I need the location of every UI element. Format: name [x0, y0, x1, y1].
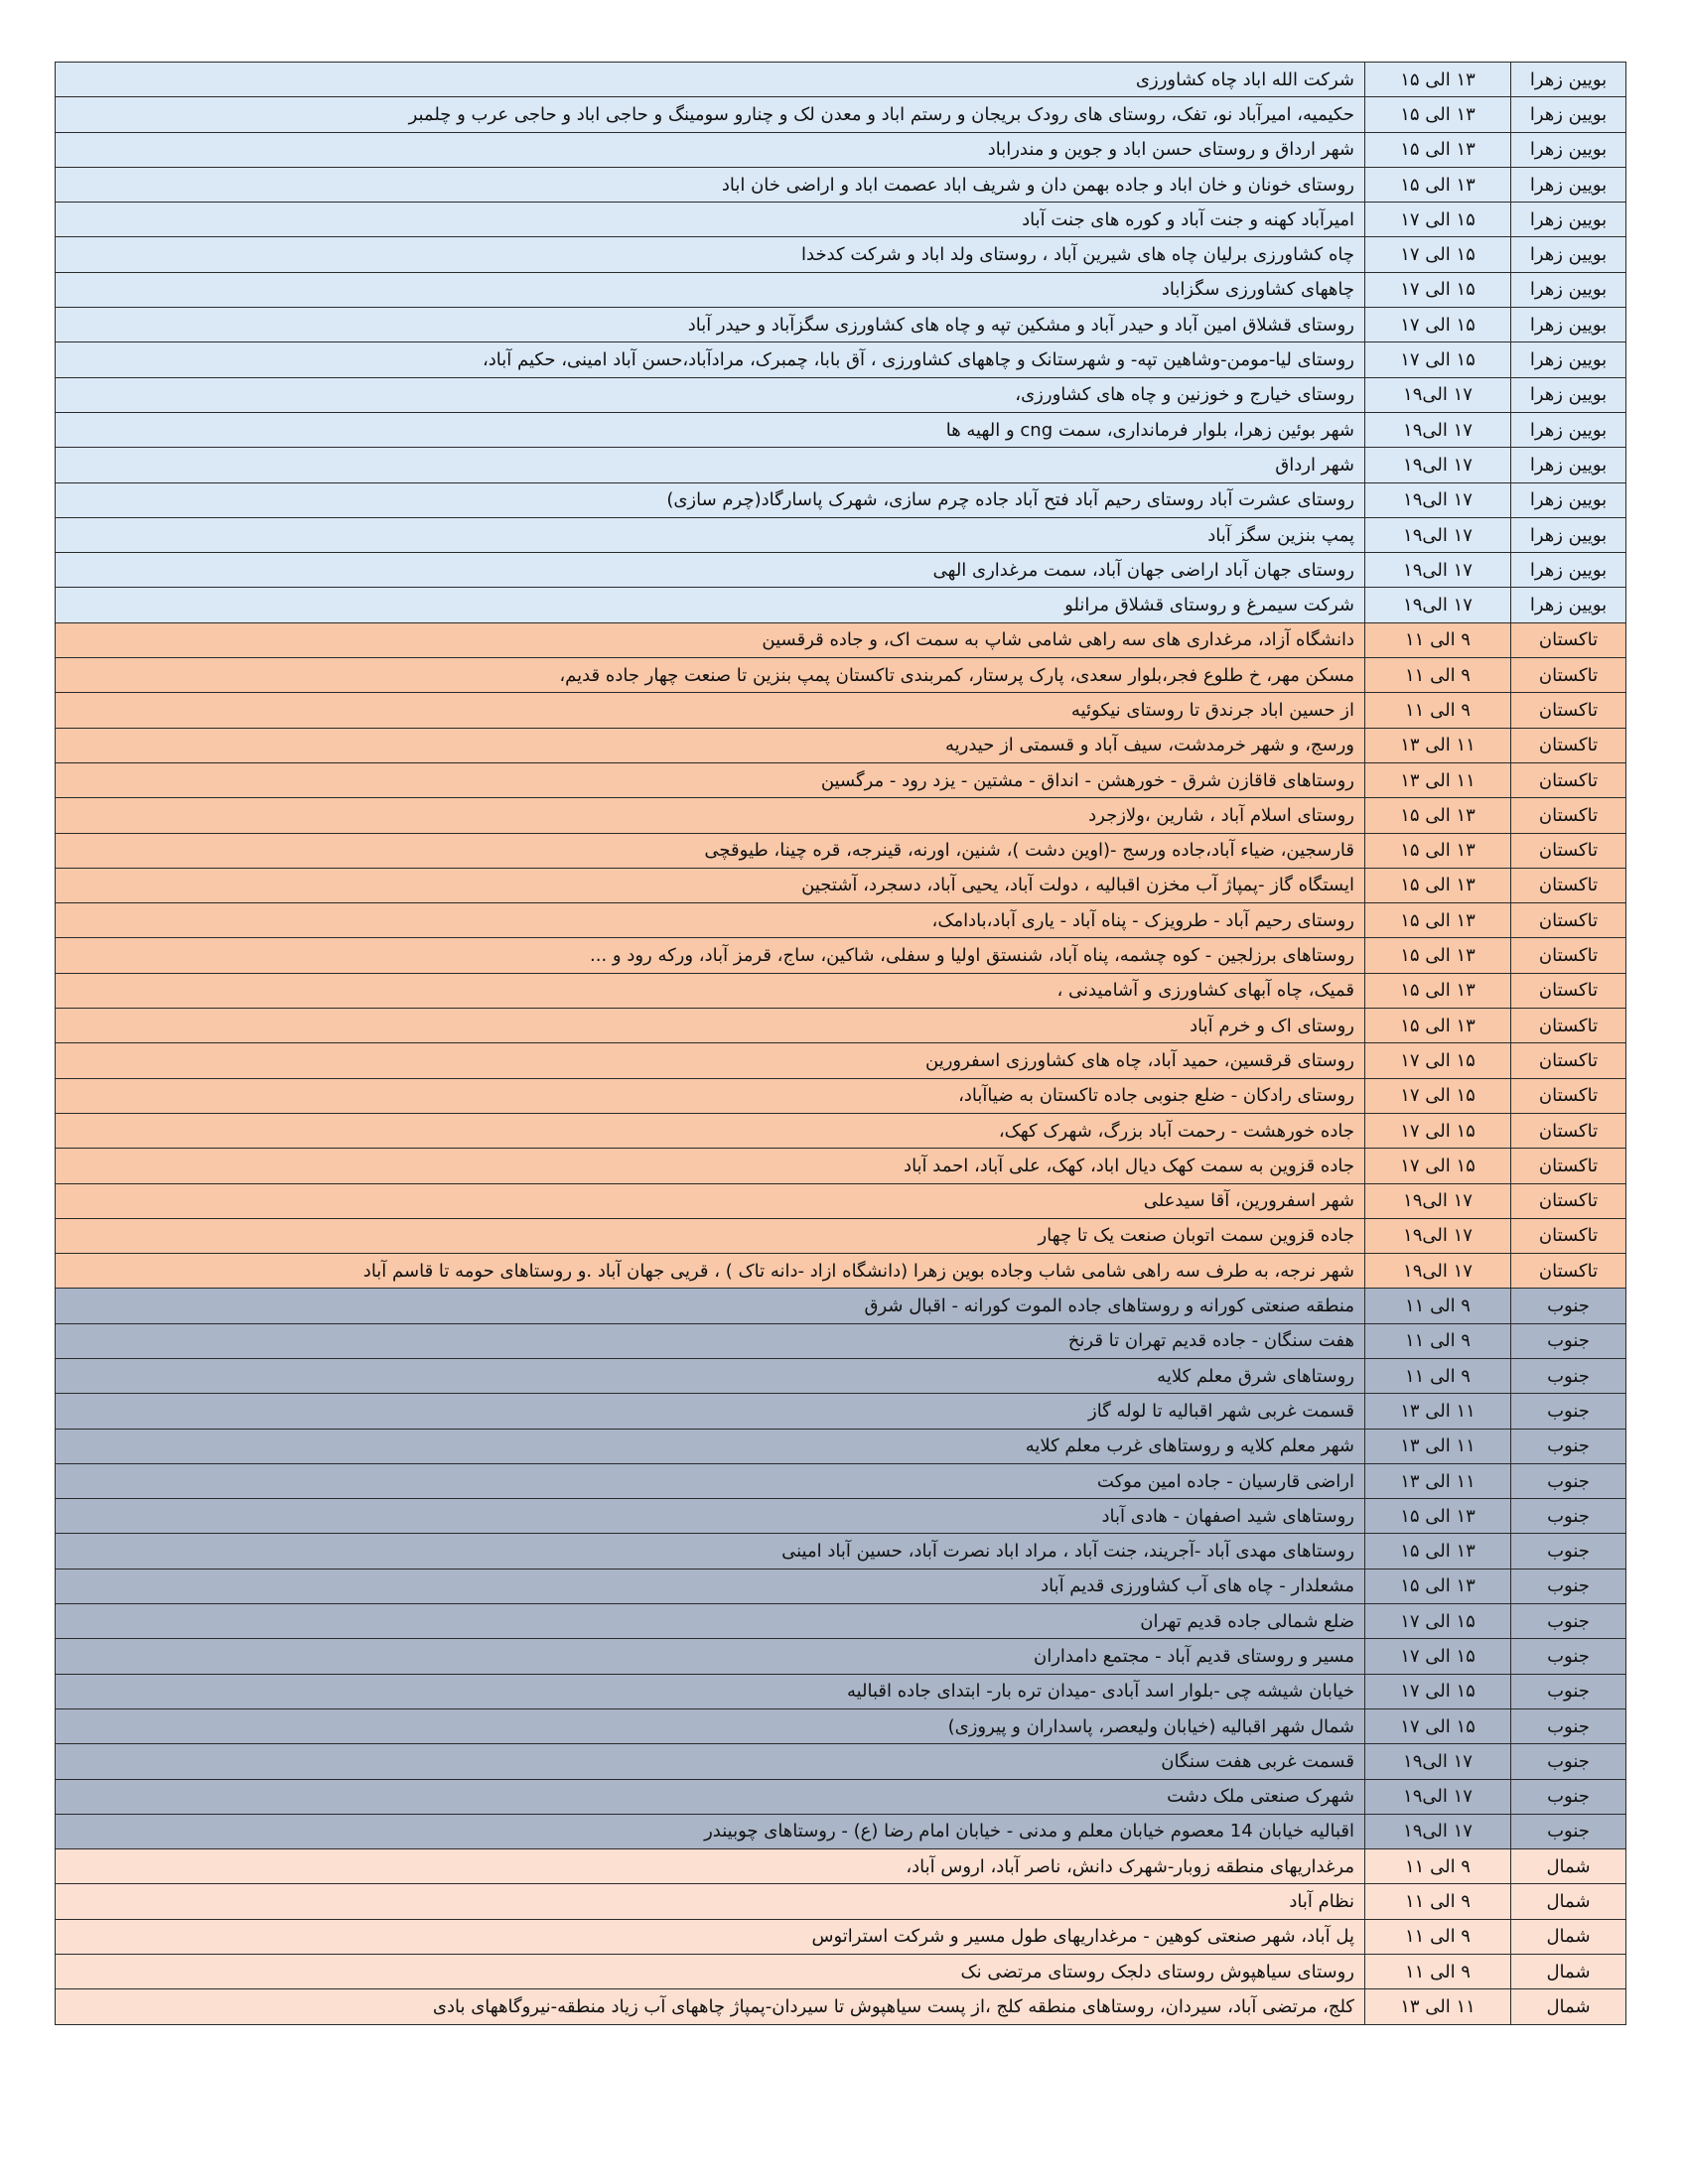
- schedule-row: [56, 1674, 1626, 1708]
- area-cell: منطقه صنعتی کورانه و روستاهای جاده الموت کورانه - اقبال شرق: [56, 1289, 1365, 1323]
- region-cell: جنوب: [1511, 1323, 1626, 1358]
- region-cell: بویین زهرا: [1511, 553, 1626, 588]
- time-cell: ۱۷ الی۱۹: [1365, 412, 1511, 447]
- schedule-row: [56, 588, 1626, 622]
- time-cell: ۱۵ الی ۱۷: [1365, 237, 1511, 272]
- schedule-row: [56, 1009, 1626, 1043]
- area-cell: اقبالیه خیابان 14 معصوم خیابان معلم و مدنی - خیابان امام رضا (ع) - روستاهای چوبیندر: [56, 1814, 1365, 1848]
- schedule-row: [56, 1534, 1626, 1569]
- time-cell: ۱۳ الی ۱۵: [1365, 132, 1511, 167]
- area-cell: مسکن مهر، خ طلوع فجر،بلوار سعدی، پارک پرستار، کمربندی تاکستان پمپ بنزین تا صنعت چهار جاده قدیم،: [56, 658, 1365, 693]
- region-cell: تاکستان: [1511, 1254, 1626, 1289]
- area-cell: روستای لیا-مومن-وشاهین تپه- و شهرستانک و چاههای کشاورزی ، آق بابا، چمبرک، مرادآباد،حسن آباد امینی، حکیم آباد،: [56, 342, 1365, 377]
- region-cell: تاکستان: [1511, 728, 1626, 762]
- region-cell: جنوب: [1511, 1429, 1626, 1463]
- area-cell: شهر نرجه، به طرف سه راهی شامی شاب وجاده بوین زهرا (دانشگاه ازاد -دانه تاک ) ، قریی جهان آباد .و روستاهای حومه تا قاسم آباد: [56, 1254, 1365, 1289]
- region-cell: تاکستان: [1511, 693, 1626, 728]
- time-cell: ۹ الی ۱۱: [1365, 1323, 1511, 1358]
- area-cell: شهر بوئین زهرا، بلوار فرمانداری، سمت cng و الهیه ها: [56, 412, 1365, 447]
- schedule-row: [56, 1289, 1626, 1323]
- area-cell: مسیر و روستای قدیم آباد - مجتمع دامداران: [56, 1639, 1365, 1674]
- time-cell: ۱۵ الی ۱۷: [1365, 203, 1511, 237]
- region-cell: تاکستان: [1511, 938, 1626, 973]
- region-cell: بویین زهرا: [1511, 342, 1626, 377]
- area-cell: قسمت غربی هفت سنگان: [56, 1744, 1365, 1779]
- region-cell: جنوب: [1511, 1639, 1626, 1674]
- region-cell: جنوب: [1511, 1499, 1626, 1534]
- area-cell: روستای عشرت آباد روستای رحیم آباد فتح آباد جاده چرم سازی، شهرک پاسارگاد(چرم سازی): [56, 482, 1365, 517]
- area-cell: دانشگاه آزاد، مرغداری های سه راهی شامی شاپ به سمت اک، و جاده قرقسین: [56, 622, 1365, 657]
- schedule-row: [56, 63, 1626, 97]
- time-cell: ۱۱ الی ۱۳: [1365, 1463, 1511, 1498]
- schedule-row: [56, 1639, 1626, 1674]
- time-cell: ۱۵ الی ۱۷: [1365, 342, 1511, 377]
- schedule-row: [56, 833, 1626, 868]
- area-cell: ورسج، و شهر خرمدشت، سیف آباد و قسمتی از حیدریه: [56, 728, 1365, 762]
- area-cell: روستای اک و خرم آباد: [56, 1009, 1365, 1043]
- time-cell: ۱۳ الی ۱۵: [1365, 868, 1511, 902]
- region-cell: بویین زهرا: [1511, 308, 1626, 342]
- time-cell: ۱۱ الی ۱۳: [1365, 1429, 1511, 1463]
- region-cell: شمال: [1511, 1884, 1626, 1919]
- time-cell: ۱۷ الی۱۹: [1365, 482, 1511, 517]
- area-cell: خیابان شیشه چی -بلوار اسد آبادی -میدان تره بار- ابتدای جاده اقبالیه: [56, 1674, 1365, 1708]
- time-cell: ۱۱ الی ۱۳: [1365, 1394, 1511, 1429]
- schedule-row: [56, 1463, 1626, 1498]
- time-cell: ۱۱ الی ۱۳: [1365, 728, 1511, 762]
- schedule-row: [56, 1323, 1626, 1358]
- schedule-row: [56, 1499, 1626, 1534]
- time-cell: ۱۳ الی ۱۵: [1365, 63, 1511, 97]
- schedule-row: [56, 1884, 1626, 1919]
- area-cell: شهر اسفرورین، آقا سیدعلی: [56, 1183, 1365, 1218]
- region-cell: تاکستان: [1511, 658, 1626, 693]
- schedule-row: [56, 272, 1626, 307]
- schedule-row: [56, 482, 1626, 517]
- area-cell: کلج، مرتضی آباد، سیردان، روستاهای منطقه کلج ،از پست سیاهپوش تا سیردان-پمپاژ چاههای آب زیاد منطقه-نیروگاههای بادی: [56, 1989, 1365, 2024]
- region-cell: شمال: [1511, 1989, 1626, 2024]
- schedule-row: [56, 377, 1626, 412]
- region-cell: جنوب: [1511, 1604, 1626, 1639]
- region-cell: بویین زهرا: [1511, 237, 1626, 272]
- time-cell: ۱۵ الی ۱۷: [1365, 1078, 1511, 1113]
- time-cell: ۱۳ الی ۱۵: [1365, 938, 1511, 973]
- area-cell: روستاهای شید اصفهان - هادی آباد: [56, 1499, 1365, 1534]
- schedule-row: [56, 1955, 1626, 1989]
- area-cell: از حسین اباد جرندق تا روستای نیکوئیه: [56, 693, 1365, 728]
- schedule-row: [56, 1394, 1626, 1429]
- schedule-row: [56, 203, 1626, 237]
- schedule-row: [56, 903, 1626, 938]
- region-cell: تاکستان: [1511, 798, 1626, 833]
- region-cell: تاکستان: [1511, 1009, 1626, 1043]
- schedule-row: [56, 167, 1626, 202]
- schedule-row: [56, 1078, 1626, 1113]
- region-cell: جنوب: [1511, 1814, 1626, 1848]
- area-cell: مشعلدار - چاه های آب کشاورزی قدیم آباد: [56, 1569, 1365, 1603]
- schedule-row: [56, 1604, 1626, 1639]
- schedule-row: [56, 658, 1626, 693]
- area-cell: روستای رادکان - ضلع جنوبی جاده تاکستان به ضیاآباد،: [56, 1078, 1365, 1113]
- schedule-row: [56, 1218, 1626, 1253]
- time-cell: ۱۵ الی ۱۷: [1365, 1149, 1511, 1183]
- time-cell: ۱۵ الی ۱۷: [1365, 1639, 1511, 1674]
- schedule-row: [56, 1183, 1626, 1218]
- region-cell: بویین زهرا: [1511, 132, 1626, 167]
- region-cell: تاکستان: [1511, 973, 1626, 1008]
- area-cell: ایستگاه گاز -پمپاژ آب مخزن اقبالیه ، دولت آباد، یحیی آباد، دسجرد، آشتجین: [56, 868, 1365, 902]
- time-cell: ۱۳ الی ۱۵: [1365, 97, 1511, 132]
- time-cell: ۹ الی ۱۱: [1365, 622, 1511, 657]
- schedule-row: [56, 1254, 1626, 1289]
- time-cell: ۱۳ الی ۱۵: [1365, 1499, 1511, 1534]
- region-cell: بویین زهرا: [1511, 203, 1626, 237]
- time-cell: ۱۷ الی۱۹: [1365, 448, 1511, 482]
- area-cell: قسمت غربی شهر اقبالیه تا لوله گاز: [56, 1394, 1365, 1429]
- area-cell: روستای سیاهپوش روستای دلجک روستای مرتضی نک: [56, 1955, 1365, 1989]
- region-cell: جنوب: [1511, 1358, 1626, 1393]
- area-cell: روستای جهان آباد اراضی جهان آباد، سمت مرغداری الهی: [56, 553, 1365, 588]
- schedule-row: [56, 1989, 1626, 2024]
- schedule-row: [56, 1779, 1626, 1814]
- time-cell: ۱۳ الی ۱۵: [1365, 833, 1511, 868]
- time-cell: ۱۷ الی۱۹: [1365, 1183, 1511, 1218]
- schedule-row: [56, 237, 1626, 272]
- area-cell: روستاهای مهدی آباد -آجریند، جنت آباد ، مراد اباد نصرت آباد، حسین آباد امینی: [56, 1534, 1365, 1569]
- schedule-row: [56, 1814, 1626, 1848]
- area-cell: روستای خیارج و خوزنین و چاه های کشاورزی،: [56, 377, 1365, 412]
- region-cell: جنوب: [1511, 1463, 1626, 1498]
- time-cell: ۹ الی ۱۱: [1365, 1289, 1511, 1323]
- schedule-row: [56, 517, 1626, 552]
- time-cell: ۹ الی ۱۱: [1365, 1884, 1511, 1919]
- region-cell: جنوب: [1511, 1779, 1626, 1814]
- area-cell: هفت سنگان - جاده قدیم تهران تا قرنخ: [56, 1323, 1365, 1358]
- time-cell: ۱۱ الی ۱۳: [1365, 762, 1511, 797]
- time-cell: ۹ الی ۱۱: [1365, 658, 1511, 693]
- region-cell: تاکستان: [1511, 1183, 1626, 1218]
- area-cell: روستای قرقسین، حمید آباد، چاه های کشاورزی اسفرورین: [56, 1043, 1365, 1078]
- area-cell: پل آباد، شهر صنعتی کوهین - مرغداریهای طول مسیر و شرکت استراتوس: [56, 1919, 1365, 1954]
- schedule-row: [56, 308, 1626, 342]
- time-cell: ۱۷ الی۱۹: [1365, 377, 1511, 412]
- region-cell: بویین زهرا: [1511, 97, 1626, 132]
- region-cell: جنوب: [1511, 1744, 1626, 1779]
- schedule-row: [56, 1569, 1626, 1603]
- area-cell: شهر معلم کلایه و روستاهای غرب معلم کلایه: [56, 1429, 1365, 1463]
- region-cell: جنوب: [1511, 1534, 1626, 1569]
- area-cell: امیرآباد کهنه و جنت آباد و کوره های جنت آباد: [56, 203, 1365, 237]
- region-cell: جنوب: [1511, 1674, 1626, 1708]
- region-cell: تاکستان: [1511, 1113, 1626, 1148]
- time-cell: ۹ الی ۱۱: [1365, 1358, 1511, 1393]
- schedule-row: [56, 1849, 1626, 1884]
- region-cell: شمال: [1511, 1849, 1626, 1884]
- schedule-row: [56, 1708, 1626, 1743]
- time-cell: ۱۳ الی ۱۵: [1365, 798, 1511, 833]
- area-cell: اراضی قارسیان - جاده امین موکت: [56, 1463, 1365, 1498]
- area-cell: شرکت الله اباد چاه کشاورزی: [56, 63, 1365, 97]
- region-cell: جنوب: [1511, 1289, 1626, 1323]
- time-cell: ۱۳ الی ۱۵: [1365, 167, 1511, 202]
- outage-schedule-table: [55, 62, 1626, 2025]
- time-cell: ۹ الی ۱۱: [1365, 693, 1511, 728]
- time-cell: ۱۷ الی۱۹: [1365, 1254, 1511, 1289]
- time-cell: ۱۷ الی۱۹: [1365, 1218, 1511, 1253]
- schedule-row: [56, 448, 1626, 482]
- area-cell: شهر ارداق: [56, 448, 1365, 482]
- region-cell: جنوب: [1511, 1708, 1626, 1743]
- schedule-row: [56, 1149, 1626, 1183]
- time-cell: ۱۵ الی ۱۷: [1365, 1708, 1511, 1743]
- region-cell: بویین زهرا: [1511, 377, 1626, 412]
- area-cell: روستای رحیم آباد - طرویزک - پناه آباد - یاری آباد،بادامک،: [56, 903, 1365, 938]
- region-cell: بویین زهرا: [1511, 63, 1626, 97]
- time-cell: ۹ الی ۱۱: [1365, 1919, 1511, 1954]
- schedule-row: [56, 1113, 1626, 1148]
- time-cell: ۹ الی ۱۱: [1365, 1849, 1511, 1884]
- schedule-body: [56, 63, 1626, 2025]
- region-cell: بویین زهرا: [1511, 167, 1626, 202]
- area-cell: چاههای کشاورزی سگزاباد: [56, 272, 1365, 307]
- area-cell: نظام آباد: [56, 1884, 1365, 1919]
- schedule-row: [56, 868, 1626, 902]
- time-cell: ۱۷ الی۱۹: [1365, 1814, 1511, 1848]
- time-cell: ۱۵ الی ۱۷: [1365, 272, 1511, 307]
- schedule-row: [56, 1043, 1626, 1078]
- region-cell: شمال: [1511, 1955, 1626, 1989]
- region-cell: بویین زهرا: [1511, 272, 1626, 307]
- area-cell: روستای اسلام آباد ، شارین ،ولازجرد: [56, 798, 1365, 833]
- region-cell: بویین زهرا: [1511, 517, 1626, 552]
- time-cell: ۹ الی ۱۱: [1365, 1955, 1511, 1989]
- region-cell: بویین زهرا: [1511, 588, 1626, 622]
- time-cell: ۱۷ الی۱۹: [1365, 517, 1511, 552]
- area-cell: قارسجین، ضیاء آباد،جاده ورسج -(اوین دشت )، شنین، اورنه، قینرجه، قره چینا، طیوقچی: [56, 833, 1365, 868]
- schedule-row: [56, 1358, 1626, 1393]
- schedule-row: [56, 1429, 1626, 1463]
- region-cell: تاکستان: [1511, 1218, 1626, 1253]
- schedule-row: [56, 728, 1626, 762]
- schedule-row: [56, 132, 1626, 167]
- time-cell: ۱۳ الی ۱۵: [1365, 903, 1511, 938]
- area-cell: مرغداریهای منطقه زوبار-شهرک دانش، ناصر آباد، اروس آباد،: [56, 1849, 1365, 1884]
- time-cell: ۱۵ الی ۱۷: [1365, 1043, 1511, 1078]
- schedule-row: [56, 553, 1626, 588]
- region-cell: بویین زهرا: [1511, 412, 1626, 447]
- schedule-row: [56, 798, 1626, 833]
- region-cell: تاکستان: [1511, 762, 1626, 797]
- region-cell: جنوب: [1511, 1569, 1626, 1603]
- region-cell: تاکستان: [1511, 1078, 1626, 1113]
- area-cell: جاده قزوین سمت اتوبان صنعت یک تا چهار: [56, 1218, 1365, 1253]
- area-cell: قمیک، چاه آبهای کشاورزی و آشامیدنی ،: [56, 973, 1365, 1008]
- region-cell: جنوب: [1511, 1394, 1626, 1429]
- time-cell: ۱۵ الی ۱۷: [1365, 1674, 1511, 1708]
- area-cell: پمپ بنزین سگز آباد: [56, 517, 1365, 552]
- time-cell: ۱۳ الی ۱۵: [1365, 1569, 1511, 1603]
- schedule-row: [56, 97, 1626, 132]
- time-cell: ۱۷ الی۱۹: [1365, 1744, 1511, 1779]
- region-cell: تاکستان: [1511, 903, 1626, 938]
- schedule-row: [56, 938, 1626, 973]
- schedule-row: [56, 693, 1626, 728]
- time-cell: ۱۷ الی۱۹: [1365, 553, 1511, 588]
- schedule-row: [56, 1744, 1626, 1779]
- region-cell: تاکستان: [1511, 622, 1626, 657]
- area-cell: شرکت سیمرغ و روستای قشلاق مرانلو: [56, 588, 1365, 622]
- region-cell: بویین زهرا: [1511, 448, 1626, 482]
- area-cell: شهرک صنعتی ملک دشت: [56, 1779, 1365, 1814]
- time-cell: ۱۵ الی ۱۷: [1365, 1113, 1511, 1148]
- region-cell: تاکستان: [1511, 868, 1626, 902]
- area-cell: شهر ارداق و روستای حسن اباد و جوین و مندراباد: [56, 132, 1365, 167]
- region-cell: شمال: [1511, 1919, 1626, 1954]
- schedule-row: [56, 342, 1626, 377]
- time-cell: ۱۱ الی ۱۳: [1365, 1989, 1511, 2024]
- schedule-row: [56, 622, 1626, 657]
- area-cell: حکیمیه، امیرآباد نو، تفک، روستای های رودک بریجان و رستم اباد و معدن لک و چنارو سومینگ و حاجی اباد و حاجی عرب و چلمبر: [56, 97, 1365, 132]
- time-cell: ۱۵ الی ۱۷: [1365, 308, 1511, 342]
- area-cell: روستای قشلاق امین آباد و حیدر آباد و مشکین تپه و چاه های کشاورزی سگزآباد و حیدر آباد: [56, 308, 1365, 342]
- region-cell: بویین زهرا: [1511, 482, 1626, 517]
- area-cell: شمال شهر اقبالیه (خیابان ولیعصر، پاسداران و پیروزی): [56, 1708, 1365, 1743]
- area-cell: جاده خورهشت - رحمت آباد بزرگ، شهرک کهک،: [56, 1113, 1365, 1148]
- area-cell: چاه کشاورزی برلیان چاه های شیرین آباد ، روستای ولد اباد و شرکت کدخدا: [56, 237, 1365, 272]
- area-cell: روستاهای شرق معلم کلایه: [56, 1358, 1365, 1393]
- time-cell: ۱۳ الی ۱۵: [1365, 1009, 1511, 1043]
- schedule-row: [56, 412, 1626, 447]
- area-cell: ضلع شمالی جاده قدیم تهران: [56, 1604, 1365, 1639]
- schedule-row: [56, 973, 1626, 1008]
- time-cell: ۱۳ الی ۱۵: [1365, 973, 1511, 1008]
- schedule-row: [56, 762, 1626, 797]
- schedule-row: [56, 1919, 1626, 1954]
- region-cell: تاکستان: [1511, 1043, 1626, 1078]
- area-cell: روستاهای برزلجین - کوه چشمه، پناه آباد، شنستق اولیا و سفلی، شاکین، ساج، قرمز آباد، ورکه رود و ...: [56, 938, 1365, 973]
- region-cell: تاکستان: [1511, 1149, 1626, 1183]
- area-cell: جاده قزوین به سمت کهک دیال اباد، کهک، علی آباد، احمد آباد: [56, 1149, 1365, 1183]
- area-cell: روستاهای قاقازن شرق - خورهشن - انداق - مشتین - یزد رود - مرگسین: [56, 762, 1365, 797]
- area-cell: روستای خونان و خان اباد و جاده بهمن دان و شریف اباد عصمت اباد و اراضی خان اباد: [56, 167, 1365, 202]
- region-cell: تاکستان: [1511, 833, 1626, 868]
- time-cell: ۱۷ الی۱۹: [1365, 588, 1511, 622]
- time-cell: ۱۵ الی ۱۷: [1365, 1604, 1511, 1639]
- time-cell: ۱۷ الی۱۹: [1365, 1779, 1511, 1814]
- time-cell: ۱۳ الی ۱۵: [1365, 1534, 1511, 1569]
